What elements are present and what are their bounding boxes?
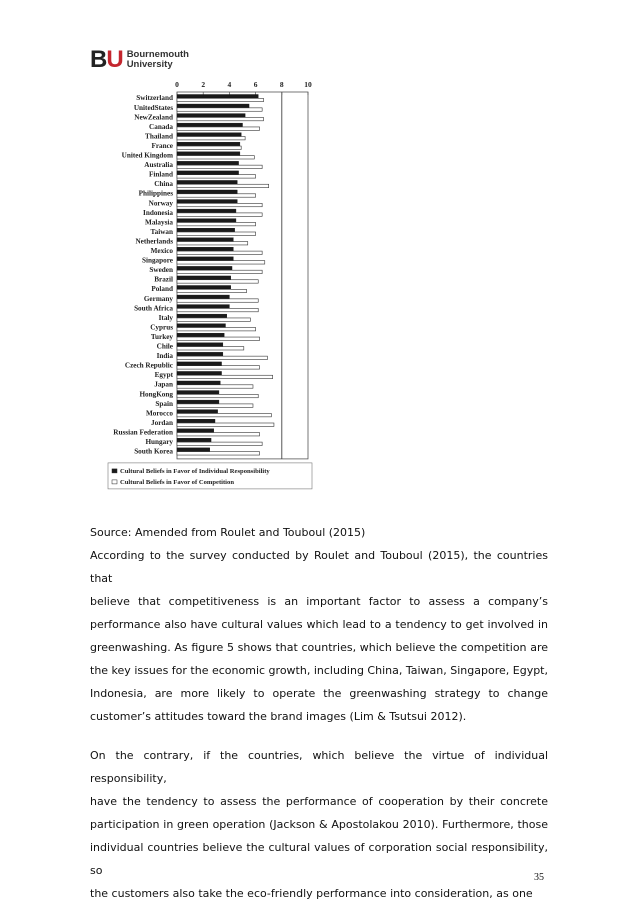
bar-chart (90, 76, 330, 501)
category-label: Czech Republic (124, 361, 173, 370)
category-label: Jordan (151, 418, 173, 427)
category-label: Switzerland (136, 94, 173, 103)
bar-competition (177, 280, 258, 283)
bar-competition (177, 328, 256, 331)
bar-individual-responsibility (177, 400, 219, 404)
bar-individual-responsibility (177, 419, 215, 423)
bar-individual-responsibility (177, 247, 233, 251)
category-label: South Africa (134, 304, 173, 313)
bar-competition (177, 423, 274, 426)
bar-individual-responsibility (177, 95, 258, 99)
legend-swatch (112, 480, 117, 484)
category-label: Brazil (154, 275, 173, 284)
bar-competition (177, 117, 263, 120)
category-label: Morocco (145, 409, 173, 418)
category-label: Poland (151, 285, 173, 294)
bar-individual-responsibility (177, 219, 236, 223)
bar-competition (177, 442, 262, 445)
category-label: China (154, 180, 173, 189)
category-label: France (151, 141, 173, 150)
bar-competition (177, 251, 262, 254)
bar-competition (177, 270, 262, 273)
category-label: Germany (143, 294, 173, 303)
category-label: Russian Federation (113, 428, 173, 437)
bar-competition (177, 156, 254, 159)
bar-individual-responsibility (177, 228, 235, 232)
paragraph-line: individual countries believe the cultural values of corporation social responsibility, so (90, 841, 548, 877)
bar-individual-responsibility (177, 180, 237, 184)
bar-individual-responsibility (177, 276, 231, 280)
body-text (90, 521, 548, 905)
bar-competition (177, 394, 258, 397)
bar-individual-responsibility (177, 381, 220, 385)
x-tick-label: 4 (227, 80, 232, 89)
category-label: Malaysia (145, 218, 173, 227)
bar-individual-responsibility (177, 200, 237, 204)
bar-competition (177, 289, 246, 292)
logo-mark (90, 48, 123, 72)
bar-competition (177, 194, 256, 197)
bar-competition (177, 299, 258, 302)
bar-individual-responsibility (177, 238, 233, 242)
bar-competition (177, 203, 262, 206)
bar-competition (177, 242, 248, 245)
bar-individual-responsibility (177, 152, 240, 156)
x-tick-label: 2 (201, 80, 206, 89)
legend-swatch (112, 469, 117, 473)
paragraph-line: According to the survey conducted by Roulet and Touboul (2015), the countries that (90, 549, 548, 585)
category-label: India (156, 352, 173, 361)
bar-competition (177, 433, 260, 436)
category-label: Finland (149, 170, 173, 179)
category-label: Singapore (141, 256, 173, 265)
paragraph-1 (90, 544, 548, 728)
bar-competition (177, 375, 273, 378)
category-label: HongKong (139, 390, 173, 399)
bar-individual-responsibility (177, 305, 229, 309)
paragraph-line: On the contrary, if the countries, which believe the virtue of individual responsibility, (90, 749, 548, 785)
bar-individual-responsibility (177, 343, 223, 347)
category-label: Taiwan (150, 227, 173, 236)
bar-individual-responsibility (177, 266, 232, 270)
category-label: Netherlands (135, 237, 173, 246)
category-label: NewZealand (134, 113, 173, 122)
category-label: Norway (148, 199, 173, 208)
category-label: Sweden (149, 266, 173, 275)
logo-letter-b: B (90, 46, 107, 73)
category-label: Chile (156, 342, 173, 351)
bar-competition (177, 165, 262, 168)
x-tick-label: 8 (279, 80, 284, 89)
bar-competition (177, 337, 260, 340)
x-tick-label: 10 (304, 80, 312, 89)
paragraph-line: greenwashing. As figure 5 shows that countries, which believe the competition are (90, 641, 548, 654)
paragraph-line: Indonesia, are more likely to operate the greenwashing strategy to change (90, 687, 548, 700)
bar-competition (177, 347, 244, 350)
logo-line-1: Bournemouth (126, 49, 189, 60)
bar-individual-responsibility (177, 429, 214, 433)
category-label: Turkey (150, 332, 173, 341)
page-number: 35 (534, 872, 544, 883)
category-label: Philippines (138, 189, 173, 198)
bar-competition (177, 261, 265, 264)
logo-text (127, 50, 189, 70)
bar-individual-responsibility (177, 314, 227, 318)
paragraph-line: the customers also take the eco-friendly performance into consideration, as one (90, 887, 533, 900)
bar-competition (177, 404, 253, 407)
bar-individual-responsibility (177, 391, 219, 395)
bar-competition (177, 127, 260, 130)
bar-competition (177, 385, 253, 388)
university-logo (90, 48, 189, 72)
bar-competition (177, 318, 250, 321)
bar-competition (177, 184, 269, 187)
bar-competition (177, 213, 262, 216)
bar-individual-responsibility (177, 209, 236, 213)
bar-competition (177, 108, 262, 111)
bar-individual-responsibility (177, 133, 241, 137)
figure-caption: Source: Amended from Roulet and Touboul (2015) (90, 526, 366, 539)
category-label: Cyprus (150, 323, 173, 332)
legend-label: Cultural Beliefs in Favor of Individual Responsibility (120, 468, 270, 476)
bar-competition (177, 356, 267, 359)
category-label: Italy (158, 313, 173, 322)
paragraph-line: participation in green operation (Jackson & Apostolakou 2010). Furthermore, those (90, 818, 548, 831)
category-label: Indonesia (143, 208, 173, 217)
category-label: Thailand (145, 132, 173, 141)
bar-competition (177, 232, 256, 235)
paragraph-line: performance also have cultural values which lead to a tendency to get involved in (90, 618, 548, 631)
paragraph-line: believe that competitiveness is an important factor to assess a company’s (90, 595, 548, 608)
category-label: South Korea (134, 447, 173, 456)
category-label: UnitedStates (133, 103, 173, 112)
bar-individual-responsibility (177, 257, 233, 261)
bar-individual-responsibility (177, 295, 229, 299)
bar-competition (177, 366, 260, 369)
bar-individual-responsibility (177, 362, 222, 366)
category-label: Japan (154, 380, 173, 389)
x-tick-label: 6 (253, 80, 258, 89)
bar-competition (177, 146, 241, 149)
bar-individual-responsibility (177, 114, 245, 118)
x-tick-label: 0 (175, 80, 179, 89)
category-label: Spain (155, 399, 173, 408)
bar-competition (177, 452, 260, 455)
bar-individual-responsibility (177, 438, 211, 442)
bar-competition (177, 308, 258, 311)
bar-competition (177, 137, 245, 140)
bar-competition (177, 175, 256, 178)
paragraph-line: have the tendency to assess the performance of cooperation by their concrete (90, 795, 548, 808)
bar-individual-responsibility (177, 371, 222, 375)
bar-individual-responsibility (177, 286, 231, 290)
bar-individual-responsibility (177, 171, 239, 175)
bar-competition (177, 413, 271, 416)
bar-individual-responsibility (177, 324, 225, 328)
category-label: Canada (149, 122, 173, 131)
paragraph-line: customer’s attitudes toward the brand images (Lim & Tsutsui 2012). (90, 710, 467, 723)
legend-label: Cultural Beliefs in Favor of Competition (120, 479, 234, 487)
bar-individual-responsibility (177, 123, 243, 127)
bar-competition (177, 222, 256, 225)
logo-letter-u: U (106, 46, 123, 73)
bar-individual-responsibility (177, 104, 249, 108)
bar-individual-responsibility (177, 190, 237, 194)
bar-competition (177, 98, 263, 101)
bar-individual-responsibility (177, 161, 239, 165)
paragraph-line: the key issues for the economic growth, including China, Taiwan, Singapore, Egypt, (90, 664, 548, 677)
paragraph-2 (90, 744, 548, 905)
category-label: United Kingdom (121, 151, 173, 160)
category-label: Egypt (154, 371, 173, 380)
bar-individual-responsibility (177, 410, 218, 414)
category-label: Hungary (145, 438, 173, 446)
category-label: Australia (144, 161, 173, 170)
category-label: Mexico (150, 247, 173, 255)
bar-individual-responsibility (177, 448, 210, 452)
bar-individual-responsibility (177, 352, 223, 356)
bar-individual-responsibility (177, 333, 224, 337)
logo-line-2: University (126, 59, 173, 70)
bar-individual-responsibility (177, 142, 240, 146)
